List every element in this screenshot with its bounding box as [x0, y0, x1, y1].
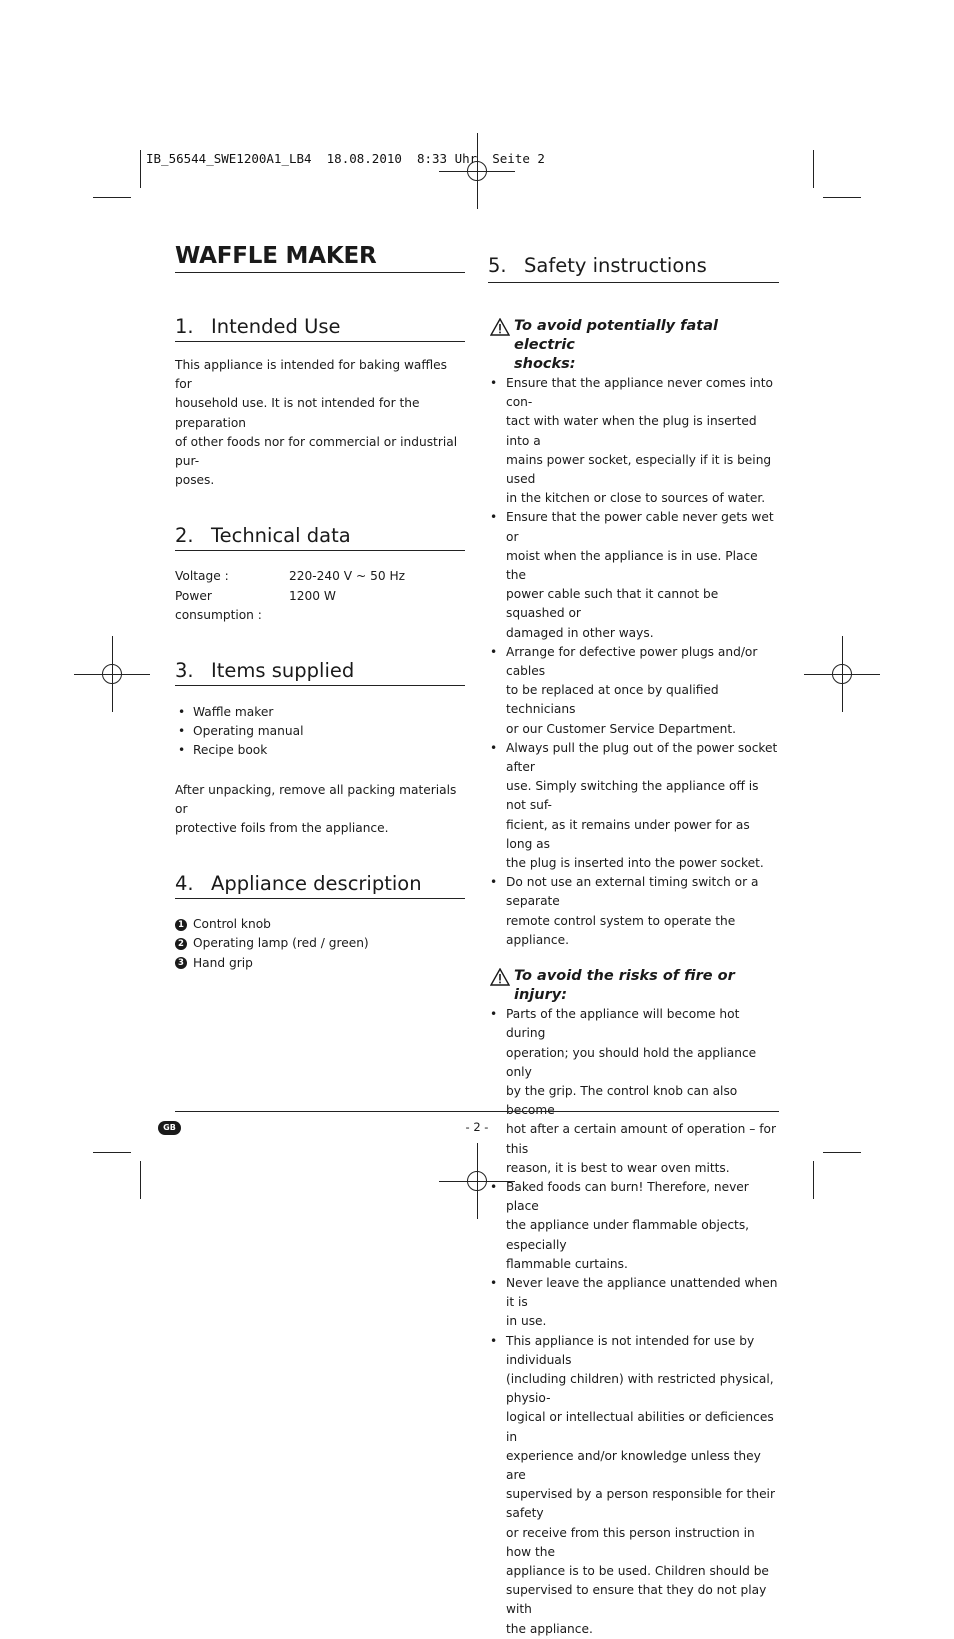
text-line: flammable curtains. [506, 1256, 628, 1271]
text-line: • Arrange for defective power plugs and/or cables [506, 644, 758, 679]
text-line: hot after a certain amount of operation – for this [506, 1122, 776, 1156]
items-list [175, 703, 465, 761]
slug-time: 8:33 Uhr [416, 151, 478, 166]
text-line: • Always pull the plug out of the power socket after [506, 740, 778, 775]
text-line: in the kitchen or close to sources of water. [506, 491, 766, 506]
bullet-item [488, 643, 779, 739]
part-label: Hand grip [193, 955, 253, 970]
text-line: ficient, as it remains under power for as long as [506, 817, 750, 851]
section-title: Items supplied [211, 659, 355, 683]
text-line: reason, it is best to wear oven mitts. [506, 1160, 730, 1175]
bullet-item [488, 1274, 779, 1332]
section-heading [488, 252, 779, 283]
spec-row [175, 567, 465, 586]
text-line: • Parts of the appliance will become hot during [506, 1007, 740, 1041]
slug-page: Seite 2 [492, 151, 545, 166]
text-line: moist when the appliance is in use. Place the [506, 548, 758, 583]
unpacking-note [175, 781, 465, 839]
slug-file: IB_56544_SWE1200A1_LB4 [146, 151, 312, 166]
text-line: remote control system to operate the appliance. [506, 913, 736, 947]
section-heading [175, 657, 465, 686]
spec-value: 1200 W [289, 588, 336, 603]
text-line: the plug is inserted into the power socket. [506, 856, 764, 871]
section-heading [175, 870, 465, 899]
section-heading [175, 313, 465, 342]
warning-heading-line: To avoid the risks of fire or injury: [514, 968, 735, 1004]
text-line: damaged in other ways. [506, 625, 654, 640]
section-items-supplied [175, 657, 465, 838]
text-line: poses. [175, 473, 215, 488]
bullet-item [488, 374, 779, 508]
text-line: mains power socket, especially if it is being used [506, 452, 772, 487]
warning-heading-line: To avoid potentially fatal electric [514, 318, 718, 353]
footer-rule [175, 1111, 779, 1112]
part-number-badge: 1 [175, 919, 187, 931]
crop-mark [140, 1161, 141, 1199]
left-column [175, 240, 465, 973]
part-number-badge: 3 [175, 957, 187, 969]
slug-date: 18.08.2010 [326, 151, 402, 166]
part-item [175, 915, 465, 934]
text-line: operation; you should hold the appliance only [506, 1045, 757, 1079]
text-line: • Ensure that the appliance never comes into con- [506, 376, 774, 410]
bullet-item [488, 1005, 779, 1178]
text-line: • This appliance is not intended for use by individuals [506, 1333, 755, 1367]
text-line: household use. It is not intended for the preparation [175, 396, 420, 430]
language-badge: GB [158, 1121, 181, 1135]
bullet-item [488, 739, 779, 873]
spec-key: Voltage : [175, 569, 229, 584]
right-column [488, 252, 779, 1639]
text-line: protective foils from the appliance. [175, 821, 389, 836]
bullet-item [488, 1178, 779, 1274]
crop-mark [823, 1152, 861, 1153]
section-technical-data [175, 522, 465, 625]
text-line: power cable such that it cannot be squashed or [506, 587, 719, 621]
text-line: • Never leave the appliance unattended when it is [506, 1275, 778, 1310]
text-line: This appliance is intended for baking waffles for [175, 358, 448, 392]
section-number: 5. [488, 254, 507, 277]
text-line: • Baked foods can burn! Therefore, never place [506, 1179, 749, 1214]
text-line: use. Simply switching the appliance off is not suf- [506, 779, 759, 813]
section-number: 2. [175, 524, 194, 548]
section-appliance-description [175, 870, 465, 973]
text-line: appliance is to be used. Children should be [506, 1563, 769, 1578]
warning-heading [488, 317, 779, 374]
list-item: • Recipe book [175, 741, 465, 760]
crop-mark [93, 197, 131, 198]
section-number: 1. [175, 315, 194, 338]
text-line: supervised to ensure that they do not play with [506, 1583, 767, 1617]
crop-mark [813, 150, 814, 188]
crop-mark [823, 197, 861, 198]
warning-triangle-icon [490, 318, 510, 336]
page-number: - 2 - [465, 1120, 489, 1134]
part-number-badge: 2 [175, 938, 187, 950]
text-line: in use. [506, 1314, 547, 1329]
section-heading [175, 522, 465, 551]
section-intended-use [175, 313, 465, 490]
text-line: • Do not use an external timing switch or a separate [506, 875, 759, 909]
crop-mark [813, 1161, 814, 1199]
warning-triangle-icon [490, 968, 510, 986]
page-title: WAFFLE MAKER [175, 240, 465, 273]
section-title: Technical data [211, 524, 351, 548]
crop-mark [93, 1152, 131, 1153]
registration-mark [74, 636, 150, 712]
text-line: logical or intellectual abilities or deficiences in [506, 1410, 774, 1444]
parts-list [175, 915, 465, 973]
text-line: to be replaced at once by qualified technicians [506, 683, 719, 717]
text-line: experience and/or knowledge unless they are [506, 1448, 761, 1482]
text-line: the appliance. [506, 1621, 593, 1636]
text-line: • Ensure that the power cable never gets wet or [506, 510, 774, 544]
bullet-item [488, 1332, 779, 1639]
warning-heading-line: shocks: [514, 356, 576, 372]
text-line: or receive from this person instruction in how the [506, 1525, 755, 1559]
warning-list [488, 374, 779, 950]
print-slug [146, 151, 545, 166]
text-line: supervised by a person responsible for their safety [506, 1487, 775, 1521]
spec-value: 220-240 V ~ 50 Hz [289, 569, 406, 584]
section-title: Appliance description [211, 872, 422, 896]
list-item: • Operating manual [175, 722, 465, 741]
registration-mark [439, 133, 515, 209]
text-line: (including children) with restricted physical, physio- [506, 1371, 774, 1406]
warning-list [488, 1005, 779, 1639]
part-item [175, 954, 465, 973]
list-item: • Waffle maker [175, 703, 465, 722]
crop-mark [140, 150, 141, 188]
text-line: the appliance under flammable objects, especially [506, 1218, 750, 1252]
registration-mark [804, 636, 880, 712]
part-label: Operating lamp (red / green) [193, 936, 369, 951]
part-label: Control knob [193, 917, 271, 932]
text-line: After unpacking, remove all packing materials or [175, 782, 457, 816]
text-line: tact with water when the plug is inserted into a [506, 414, 757, 448]
spec-row [175, 587, 465, 625]
section-number: 4. [175, 872, 194, 896]
spec-key: Power consumption : [175, 588, 262, 622]
bullet-item [488, 873, 779, 950]
section-title: Intended Use [211, 315, 341, 338]
warning-fire [488, 967, 779, 1639]
text-line: by the grip. The control knob can also become [506, 1083, 738, 1118]
warning-heading [488, 967, 779, 1005]
text-line: or our Customer Service Department. [506, 721, 737, 736]
spec-table [175, 567, 465, 625]
text-line: of other foods nor for commercial or industrial pur- [175, 434, 458, 469]
section-body [175, 356, 465, 490]
bullet-item [488, 508, 779, 642]
part-item [175, 934, 465, 953]
section-title: Safety instructions [524, 254, 707, 277]
section-number: 3. [175, 659, 194, 683]
warning-electric [488, 317, 779, 950]
